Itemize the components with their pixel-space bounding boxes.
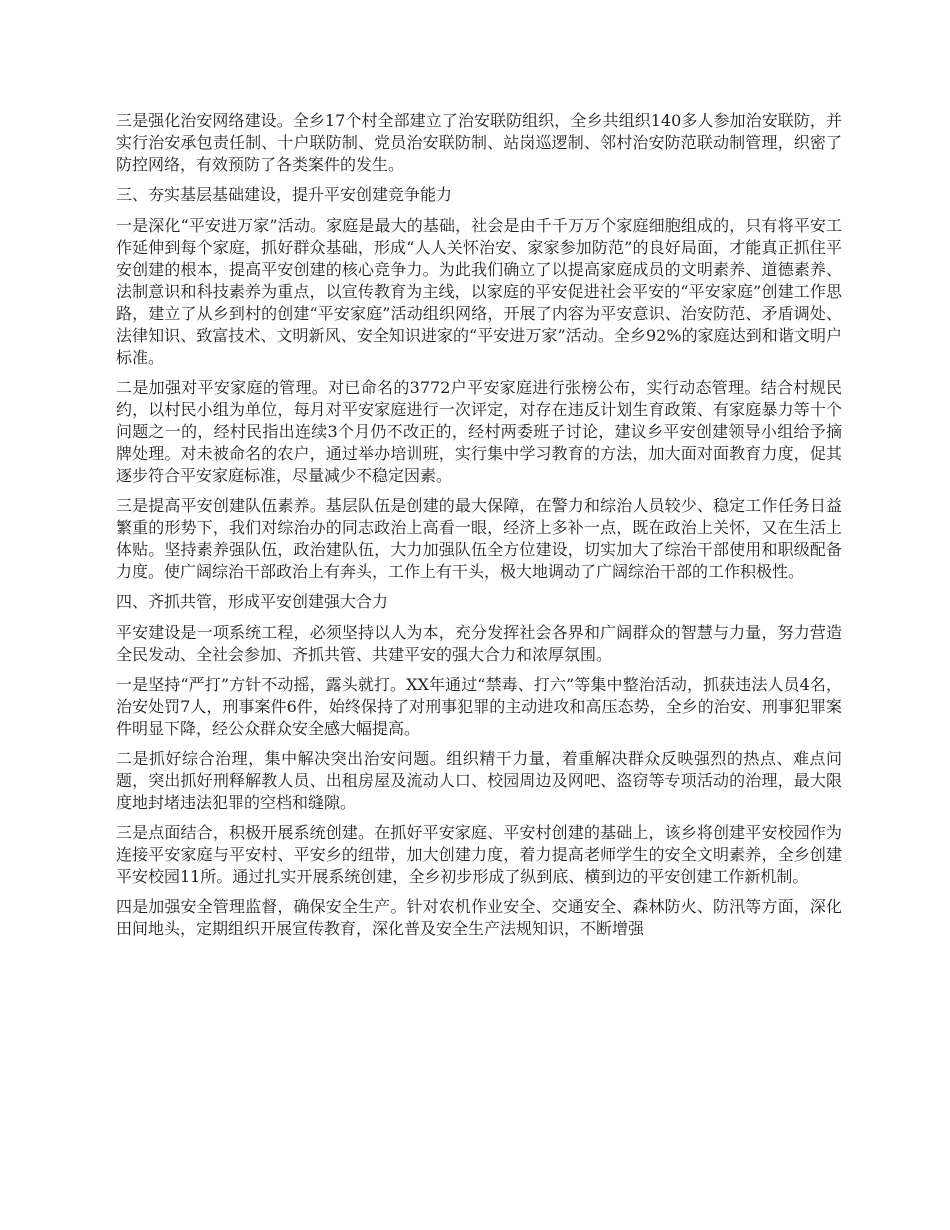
paragraph-system-creation: 三是点面结合，积极开展系统创建。在抓好平安家庭、平安村创建的基础上，该乡将创建平安校园作为连接平安家庭与平安村、平安乡的纽带，加大创建力度，着力提高老师学生的安全文明素养，全乡创建平安校园11所。通过扎实开展系统创建，全乡初步形成了纵到底、横到边的平安创建工作新机制。 (116, 823, 842, 886)
paragraph-comprehensive-governance: 二是抓好综合治理，集中解决突出治安问题。组织精干力量，着重解决群众反映强烈的热点、难点问题，突出抓好刑释解教人员、出租房屋及流动人口、校园周边及网吧、盗窃等专项活动的治理，最大限度地封堵违法犯罪的空档和缝隙。 (116, 749, 842, 812)
paragraph-team-quality: 三是提高平安创建队伍素养。基层队伍是创建的最大保障，在警力和综治人员较少、稳定工作任务日益繁重的形势下，我们对综治办的同志政治上高看一眼，经济上多补一点，既在政治上关怀，又在生活上体贴。坚持素养强队伍，政治建队伍，大力加强队伍全方位建设，切实加大了综治干部使用和职级配备力度。使广阔综治干部政治上有奔头，工作上有干头，极大地调动了广阔综治干部的工作积极性。 (116, 496, 842, 581)
paragraph-strike-hard: 一是坚持“严打”方针不动摇，露头就打。XX年通过“禁毒、打六”等集中整治活动，抓获违法人员4名，治安处罚7人，刑事案件6件，始终保持了对刑事犯罪的主动进攻和高压态势，全乡的治安、刑事犯罪案件明显下降，经公众群众安全感大幅提高。 (116, 675, 842, 738)
document-body (116, 110, 842, 948)
section-heading-4: 四、齐抓共管，形成平安创建强大合力 (116, 592, 389, 611)
paragraph-systematic-project: 平安建设是一项系统工程，必须坚持以人为本，充分发挥社会各界和广阔群众的智慧与力量，努力营造全民发动、全社会参加、齐抓共管、共建平安的强大合力和浓厚氛围。 (116, 623, 842, 664)
paragraph-safe-family-management: 二是加强对平安家庭的管理。对已命名的3772户平安家庭进行张榜公布，实行动态管理。结合村规民约，以村民小组为单位，每月对平安家庭进行一次评定，对存在违反计划生育政策、有家庭暴力等十个问题之一的，经村民指出连续3个月仍不改正的，经村两委班子讨论，建议乡平安创建领导小组给予摘牌处理。对未被命名的农户，通过举办培训班，实行集中学习教育的方法，加大面对面教育力度，促其逐步符合平安家庭标准，尽量减少不稳定因素。 (116, 378, 842, 485)
paragraph-safety-supervision: 四是加强安全管理监督，确保安全生产。针对农机作业安全、交通安全、森林防火、防汛等方面，深化田间地头，定期组织开展宣传教育，深化普及安全生产法规知识，不断增强 (116, 897, 842, 938)
section-heading-3: 三、夯实基层基础建设，提升平安创建竞争能力 (116, 185, 453, 204)
paragraph-safe-homes-campaign: 一是深化“平安进万家”活动。家庭是最大的基础，社会是由千千万万个家庭细胞组成的，只有将平安工作延伸到每个家庭，抓好群众基础，形成“人人关怀治安、家家参加防范”的良好局面，才能真正抓住平安创建的根本，提高平安创建的核心竞争力。为此我们确立了以提高家庭成员的文明素养、道德素养、法制意识和科技素养为重点，以宣传教育为主线，以家庭的平安促进社会平安的“平安家庭”创建工作思路，建立了从乡到村的创建“平安家庭”活动组织网络，开展了内容为平安意识、治安防范、矛盾调处、法律知识、致富技术、文明新风、安全知识进家的“平安进万家”活动。全乡92%的家庭达到和谐文明户标准。 (116, 216, 842, 367)
paragraph-security-network: 三是强化治安网络建设。全乡17个村全部建立了治安联防组织，全乡共组织140多人参加治安联防，并实行治安承包责任制、十户联防制、党员治安联防制、站岗巡逻制、邻村治安防范联动制管理，织密了防控网络，有效预防了各类案件的发生。 (116, 111, 842, 174)
